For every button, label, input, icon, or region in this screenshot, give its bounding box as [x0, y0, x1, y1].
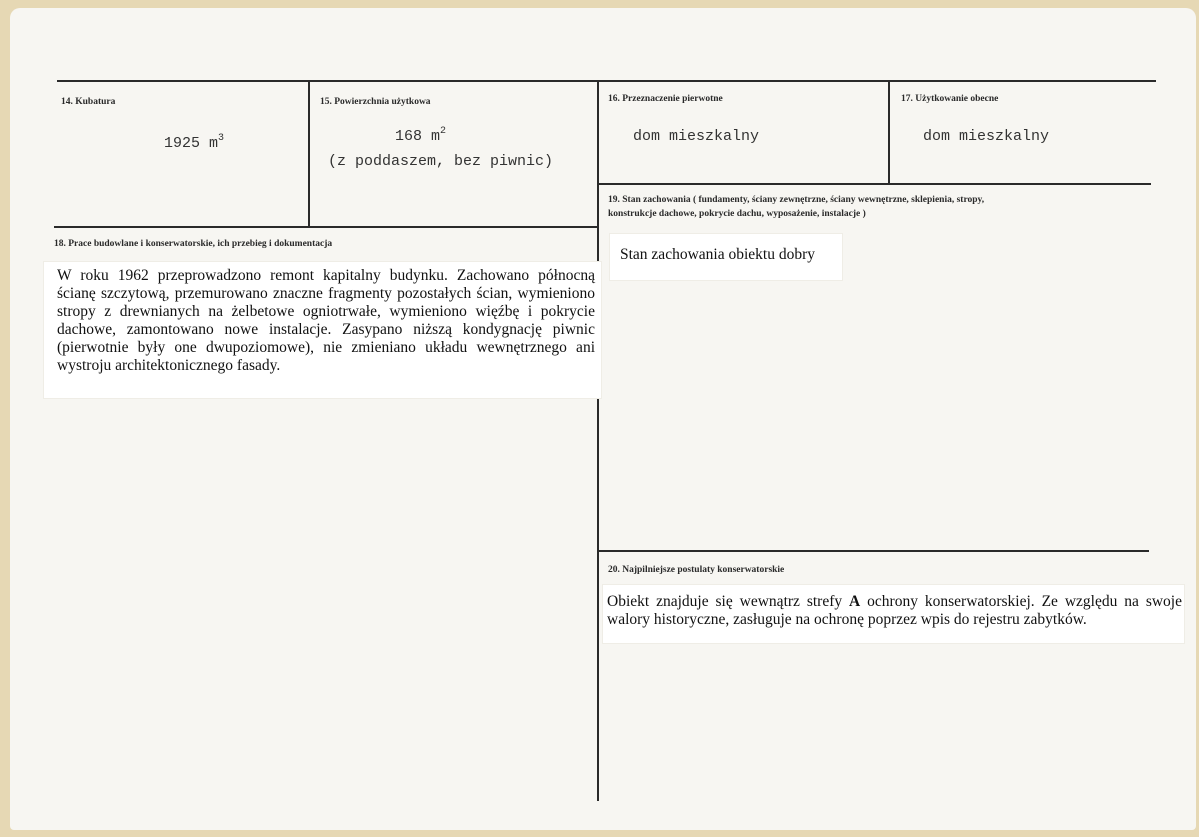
label-kubatura: 14. Kubatura: [61, 97, 116, 107]
label-prace-budowlane: 18. Prace budowlane i konserwatorskie, ich przebieg i dokumentacja: [54, 239, 333, 249]
text-postulaty: Obiekt znajduje się wewnątrz strefy A ochrony konserwatorskiej. Ze względu na swoje walory historyczne, zasługuje na ochronę poprzez wpis do rejestru zabytków.: [603, 585, 1184, 643]
value-powierzchnia: 168 $m^2$: [395, 126, 447, 145]
label-uzytkowanie: 17. Użytkowanie obecne: [901, 94, 999, 104]
text-stan-zachowania: Stan zachowania obiektu dobry: [610, 234, 842, 280]
divider-14-15: [308, 81, 310, 227]
label-postulaty: 20. Najpilniejsze postulaty konserwatorskie: [608, 565, 785, 575]
value-uzytkowanie: dom mieszkalny: [923, 128, 1050, 145]
top-rule: [57, 80, 1156, 82]
label-stan-zachowania-line1: 19. Stan zachowania ( fundamenty, ściany zewnętrzne, ściany wewnętrzne, sklepienia, stropy,: [608, 195, 985, 205]
note-powierzchnia: (z poddaszem, bez piwnic): [328, 153, 554, 170]
value-przeznaczenie: dom mieszkalny: [633, 128, 760, 145]
divider-16-17: [888, 81, 890, 183]
value-kubatura: 1925 $m^3$: [164, 133, 225, 152]
rule-above-20: [599, 550, 1149, 552]
divider-15-16: [597, 81, 599, 801]
label-stan-zachowania-line2: konstrukcje dachowe, pokrycie dachu, wyposażenie, instalacje ): [608, 209, 866, 219]
label-powierzchnia: 15. Powierzchnia użytkowa: [320, 97, 431, 107]
record-card: [10, 8, 1196, 830]
text-prace-budowlane: W roku 1962 przeprowadzono remont kapitalny budynku. Zachowano północną ścianę szczytową, przemurowano znaczne fragmenty pozostałych ścian, wymieniono stropy z drewnianych na żelbetowe ogniotrwałe, wymieniono więźbę i pokrycie dachowe, zamontowano nowe instalacje. Zasypano niższą kondygnację piwnic (pierwotnie były one dwupoziomowe), nie zmieniano układu wewnętrznego ani wystroju architektonicznego fasady.: [44, 262, 601, 398]
label-przeznaczenie: 16. Przeznaczenie pierwotne: [608, 94, 723, 104]
rule-under-14-15: [54, 226, 599, 228]
rule-under-16-17: [599, 183, 1151, 185]
